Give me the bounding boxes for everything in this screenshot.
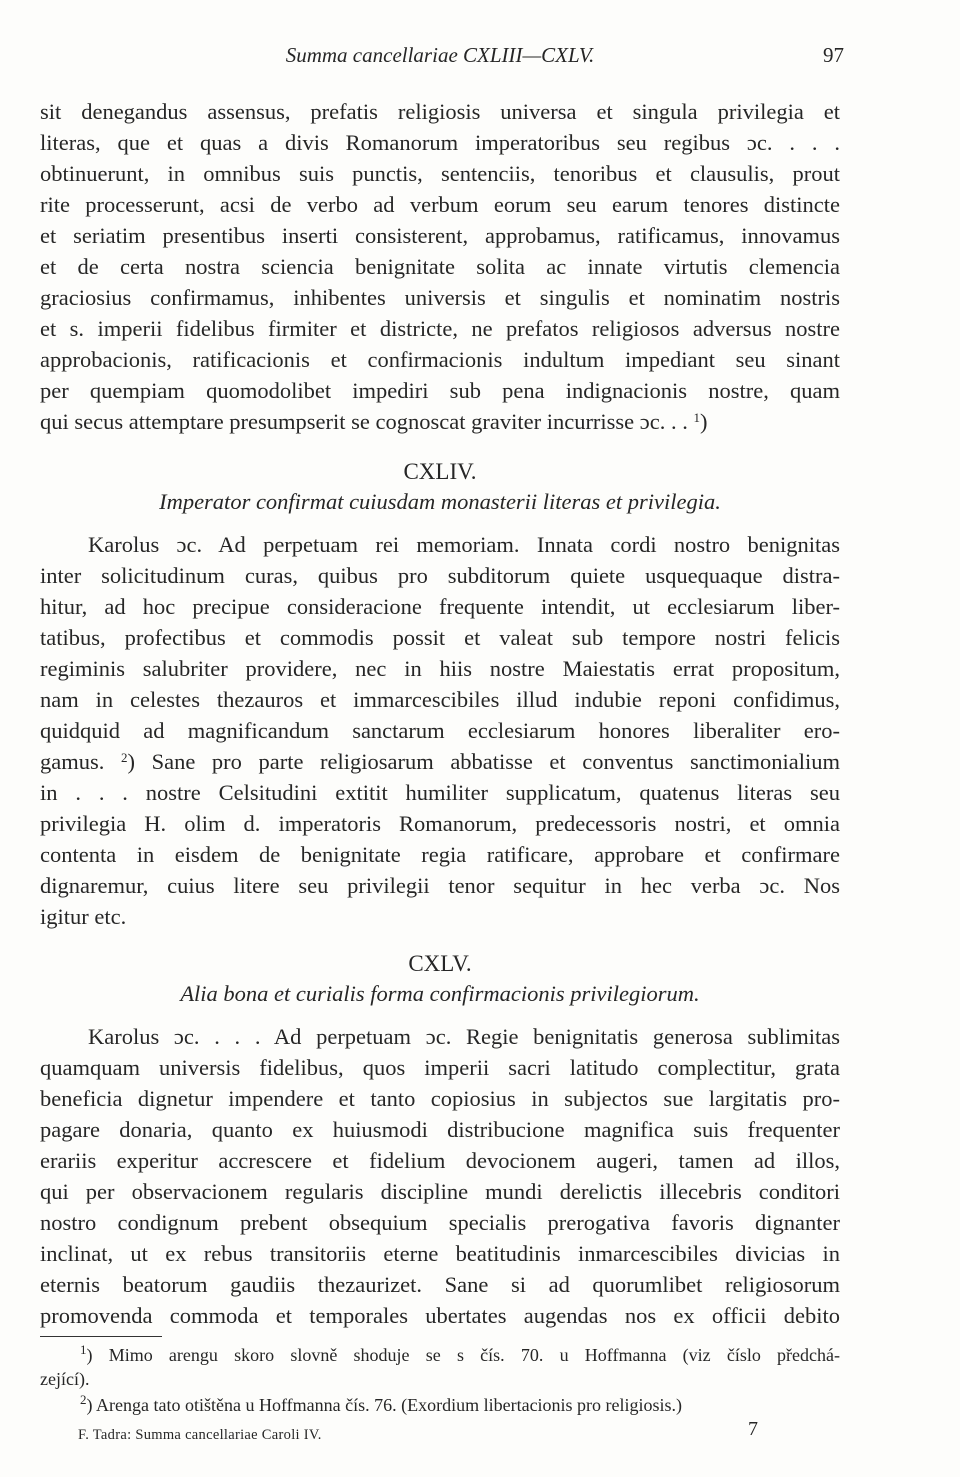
text-line: in . . . nostre Celsitudini extitit humiliter supplicatum, quatenus literas seu xyxy=(40,780,840,805)
footnote-1-continuation: zející). xyxy=(40,1369,90,1389)
text-line: Karolus ɔc. Ad perpetuam rei memoriam. Innata cordi nostro benignitas xyxy=(88,532,840,557)
page-number: 97 xyxy=(823,43,844,67)
text-line: contenta in eisdem de benignitate regia ratificare, approbare et confirmare xyxy=(40,842,840,867)
section-title-145: Alia bona et curialis forma confirmacionis privilegiorum. xyxy=(180,981,700,1006)
text-line: inter solicitudinum curas, quibus pro subditorum quiete usquequaque distra- xyxy=(40,563,840,588)
text-line: nostro condignum prebent obsequium specialis prerogativa favoris dignanter xyxy=(40,1210,840,1235)
text-line: eternis beatorum gaudiis thezaurizet. Sane si ad quorumlibet religiosorum xyxy=(40,1272,840,1297)
text-line: erariis experitur accrescere et fidelium devocionem augeri, tamen ad illos, xyxy=(40,1148,840,1173)
footnote-2: $^2$) Arenga tato otištěna u Hoffmanna čís. 76. (Exordium libertacionis pro religiosis.) xyxy=(80,1392,683,1415)
text-line: regiminis salubriter providere, nec in hiis nostre Maiestatis errat propositum, xyxy=(40,656,840,681)
footnote-marker: 2 xyxy=(80,1392,87,1407)
section-title-144: Imperator confirmat cuiusdam monasterii literas et privilegia. xyxy=(159,489,721,514)
text-line: inclinat, ut ex rebus transitoriis eterne beatitudinis inmarcescibiles divicias in xyxy=(40,1241,840,1266)
text-line: per quempiam quomodolibet impediri sub pena indignacionis nostre, quam xyxy=(40,378,840,403)
text-line: privilegia H. olim d. imperatoris Romanorum, predecessoris nostri, et omnia xyxy=(40,811,840,836)
text-line: beneficia dignetur impendere et tanto copiosius in subjectos sue largitatis pro- xyxy=(40,1086,840,1111)
text-line: quamquam universis fidelibus, quos imperii sacri latitudo complectitur, grata xyxy=(40,1055,840,1080)
page-header xyxy=(40,38,844,72)
text-line: promovenda commoda et temporales ubertates augendas nos ex officii debito xyxy=(40,1303,840,1328)
text-line: sit denegandus assensus, prefatis religiosis universa et singula privilegia et xyxy=(40,99,840,124)
footnote-text: Arenga tato otištěna u Hoffmanna čís. 76. (Exordium libertacionis pro religiosis.) xyxy=(96,1395,683,1415)
footnote-ref-1: 1 xyxy=(693,410,701,425)
footnote-marker: 1 xyxy=(80,1342,87,1357)
text-line: dignaremur, cuius litere seu privilegii tenor sequitur in hec verba ɔc. Nos xyxy=(40,873,840,898)
section-number-144: CXLIV. xyxy=(403,459,477,484)
text-line: et seriatim presentibus inserti consisterent, approbamus, ratificamus, innovamus xyxy=(40,223,840,248)
section-number-145: CXLV. xyxy=(408,951,472,976)
footnote-separator xyxy=(40,1336,162,1337)
text-line-last: qui secus attemptare presumpserit se cognoscat graviter incurrisse ɔc. . . $^1$) xyxy=(40,409,708,434)
text-line-content: qui secus attemptare presumpserit se cognoscat graviter incurrisse ɔc. . . xyxy=(40,409,694,434)
text-line: tatibus, profectibus et commodis possit et valeat sub tempore nostri felicis xyxy=(40,625,840,650)
text-line: igitur etc. xyxy=(40,904,127,929)
text-line: rite processerunt, acsi de verbo ad verbum eorum seu earum tenores distincte xyxy=(40,192,840,217)
text-line: hitur, ad hoc precipue consideracione frequente intendit, ut ecclesiarum liber- xyxy=(40,594,840,619)
text-line: Karolus ɔc. . . . Ad perpetuam ɔc. Regie benignitatis generosa sublimitas xyxy=(88,1024,840,1049)
printer-signature: F. Tadra: Summa cancellariae Caroli IV. xyxy=(78,1427,322,1443)
text-line: obtinuerunt, in omnibus suis punctis, sentenciis, tenoribus et clausulis, prout xyxy=(40,161,840,186)
text-line: approbacionis, ratificacionis et confirmacionis indultum impediant seu sinant xyxy=(40,347,840,372)
running-title: Summa cancellariae CXLIII—CXLV. xyxy=(285,43,595,67)
text-line-with-footnote: gamus. $^2$) Sane pro parte religiosarum abbatisse et conventus sanctimonialium xyxy=(40,749,841,774)
text-line: quidquid ad magnificandum sanctarum ecclesiarum honores liberaliter ero- xyxy=(40,718,840,743)
sheet-number: 7 xyxy=(748,1418,758,1440)
text-line: et s. imperii fidelibus firmiter et districte, ne prefatos religiosos adversus nostre xyxy=(40,316,840,341)
text-line-prefix: gamus. xyxy=(40,749,105,774)
text-line: pagare donaria, quanto ex huiusmodi distribucione magnifica suis frequenter xyxy=(40,1117,840,1142)
footnote-ref-2: 2 xyxy=(120,750,128,765)
text-line: literas, que et quas a divis Romanorum imperatoribus seu regibus ɔc. . . . xyxy=(40,130,840,155)
text-line: graciosius confirmamus, inhibentes universis et singulis et nominatim nostris xyxy=(40,285,840,310)
text-line-content: Sane pro parte religiosarum abbatisse et conventus sanctimonialium xyxy=(151,749,841,774)
text-line: nam in celestes thezauros et immarcescibiles illud indubie reponi confidimus, xyxy=(40,687,840,712)
footnote-text: Mimo arengu skoro slovně shoduje se s čís. 70. u Hoffmanna (viz číslo předchá- xyxy=(108,1345,841,1365)
footnote-1: $^1$) Mimo arengu skoro slovně shoduje se s čís. 70. u Hoffmanna (viz číslo předchá- xyxy=(80,1342,841,1365)
text-line: qui per observacionem regularis discipline mundi derelictis illecebris conditori xyxy=(40,1179,840,1204)
text-line: et de certa nostra sciencia benignitate solita ac innate virtutis clemencia xyxy=(40,254,840,279)
